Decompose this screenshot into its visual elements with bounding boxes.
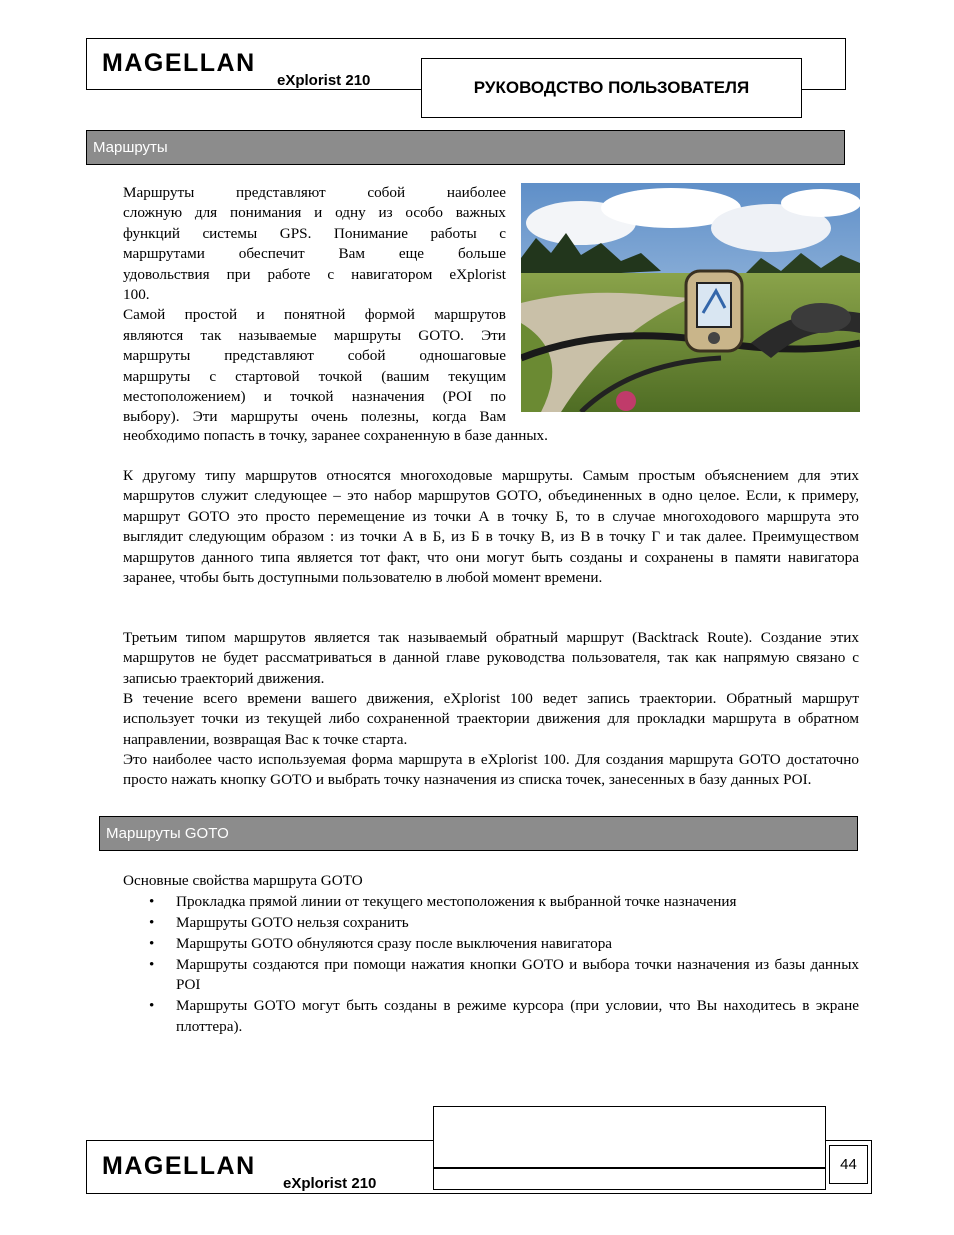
multi-route-paragraph: К другому типу маршрутов относятся многоходовые маршруты. Самым простым объяснением для этих маршрутов служит следующее – это набор маршрутов GOTO, объединенных в одно целое. Если, к примеру, маршрут GOTO это просто перемещение из точки А в точку Б, то в случае многоходового маршрута это выглядит следующим образом : из точки А в Б, из Б в точку В, из В в точку Г и так далее. Преимуществом маршрутов данного типа является тот факт, что они могут быть созданы и сохранены в памяти навигатора заранее, чтобы быть доступными пользователю в любой момент времени. bbox=[123, 467, 859, 587]
photo-illustration bbox=[521, 183, 860, 412]
header-brand-logo: MAGELLAN bbox=[102, 49, 256, 77]
text-line: удовольствия при работе с навигатором eXplorist bbox=[123, 265, 506, 283]
text-line: выбору). Эти маршруты очень полезны, когда Вам bbox=[123, 408, 506, 426]
footer-brand-logo: MAGELLAN bbox=[102, 1152, 256, 1180]
text-line: маршруты с стартовой точкой (вашим текущим bbox=[123, 367, 506, 385]
goto-properties-list bbox=[123, 892, 859, 1038]
text-line: местоположением) и точкой назначения (POI по bbox=[123, 388, 506, 406]
section-title-goto-routes: Маршруты GOTO bbox=[99, 816, 858, 851]
list-item: • Маршруты создаются при помощи нажатия кнопки GOTO и выбора точки назначения из базы данных POI bbox=[123, 955, 859, 996]
footer-lower-box bbox=[433, 1168, 826, 1190]
intro-paragraph bbox=[123, 183, 506, 428]
text-line: маршрутами обеспечит Вам еще больше bbox=[123, 245, 506, 263]
text-line: маршруты представляют собой одношаговые bbox=[123, 347, 506, 365]
header-guide-title: РУКОВОДСТВО ПОЛЬЗОВАТЕЛЯ bbox=[421, 58, 802, 118]
trail-paragraph: В течение всего времени вашего движения, eXplorist 100 ведет запись траектории. Обратный маршрут использует точки из текущей либо сохраненной траектории движения для прокладки маршрута в обратном направлении, возвращая Вас к точке старта. bbox=[123, 690, 859, 748]
page-number: 44 bbox=[840, 1156, 857, 1173]
header-model: eXplorist 210 bbox=[277, 72, 371, 89]
list-item: • Прокладка прямой линии от текущего местоположения к выбранной точке назначения bbox=[123, 892, 859, 912]
goto-paragraph-last-line: необходимо попасть в точку, заранее сохраненную в базе данных. bbox=[123, 427, 548, 444]
text-line: функций системы GPS. Понимание работы с bbox=[123, 224, 506, 242]
footer-model: eXplorist 210 bbox=[283, 1175, 377, 1192]
list-item: • Маршруты GOTO могут быть созданы в режиме курсора (при условии, что Вы находитесь в экране плоттера). bbox=[123, 996, 859, 1037]
text-line: сложную для понимания и одну из особо важных bbox=[123, 204, 506, 222]
intro-last-line: 100. bbox=[123, 286, 150, 304]
text-line: Самой простой и понятной формой маршрутов bbox=[123, 306, 506, 324]
section-title-routes: Маршруты bbox=[86, 130, 845, 165]
footer-upper-box bbox=[433, 1106, 826, 1168]
page-number-box bbox=[829, 1145, 868, 1184]
list-item: • Маршруты GOTO нельзя сохранить bbox=[123, 913, 859, 933]
list-item: • Маршруты GOTO обнуляются сразу после выключения навигатора bbox=[123, 934, 859, 954]
bicycle-gps-photo bbox=[521, 183, 860, 412]
text-line: являются так называемые маршруты GOTO. Эти bbox=[123, 326, 506, 344]
goto-properties-lead: Основные свойства маршрута GOTO bbox=[123, 872, 363, 889]
goto-common-paragraph: Это наиболее часто используемая форма маршрута в eXplorist 100. Для создания маршрута GOTO достаточно просто нажать кнопку GOTO и выбрать точку назначения из списка точек, занесенных в базу данных POI. bbox=[123, 751, 859, 789]
text-line: Маршруты представляют собой наиболее bbox=[123, 184, 506, 201]
backtrack-paragraph: Третьим типом маршрутов является так называемый обратный маршрут (Backtrack Route). Создание этих маршрутов не будет рассматриваться в данной главе руководства пользователя, так как напрямую связано с записью траекторий движения. bbox=[123, 629, 859, 687]
